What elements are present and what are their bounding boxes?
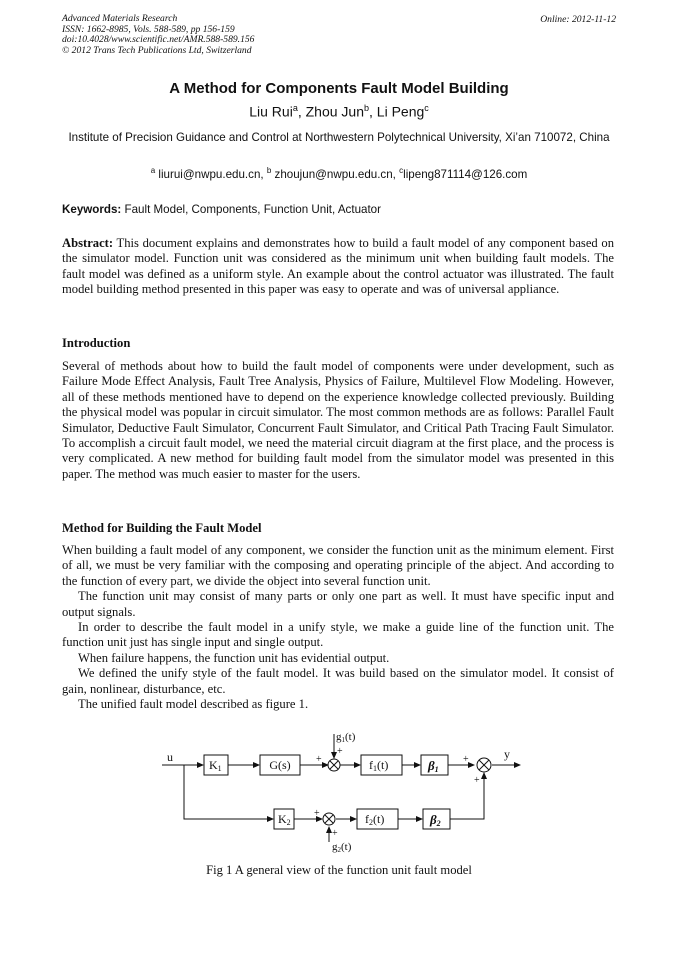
g1-sub: 1 [341, 736, 345, 744]
plus-sign: + [332, 828, 338, 839]
plus-sign: + [463, 754, 469, 765]
method-paragraph: The function unit may consist of many parts or only one part as well. It must have specific input and output signals. [62, 589, 614, 619]
doi-link[interactable]: doi:10.4028/www.scientific.net/AMR.588-589.156 [62, 34, 255, 46]
fault-model-diagram [150, 730, 530, 855]
affiliation: Institute of Precision Guidance and Control at Northwestern Polytechnical University, Xi’an 710072, China [68, 131, 610, 144]
g1-text: g [336, 731, 342, 743]
intro-heading: Introduction [62, 336, 131, 350]
input-label: u [167, 750, 173, 764]
issn-line: ISSN: 1662-8985, Vols. 588-589, pp 156-159 [62, 23, 235, 35]
g2-sub: 2 [337, 846, 341, 854]
k2-label [278, 812, 291, 827]
f1-arg: (t) [377, 758, 389, 772]
f2-text: f [365, 812, 369, 826]
k1-label [209, 758, 222, 773]
author-name: Liu Rui [249, 103, 293, 120]
email-link[interactable]: liurui@nwpu.edu.cn, [158, 167, 264, 181]
copyright-line: © 2012 Trans Tech Publications Ltd, Switzerland [62, 44, 252, 56]
author-name: Li Peng [376, 103, 425, 120]
f2-arg: (t) [373, 812, 385, 826]
plus-sign: + [337, 746, 343, 757]
k2-text: K [278, 812, 287, 826]
method-paragraph: We defined the unify style of the fault model. It was build based on the simulator model. It consist of gain, nonlinear, disturbance, etc. [62, 666, 614, 696]
beta1-label [427, 758, 439, 774]
abstract-label: Abstract: [62, 236, 114, 250]
beta1-text: β [428, 758, 435, 773]
author-sup: b [363, 103, 369, 113]
plus-sign: + [474, 775, 480, 786]
f1-sub: 1 [373, 764, 377, 773]
journal-name: Advanced Materials Research [62, 13, 178, 24]
email-link[interactable]: lipeng871114@126.com [403, 167, 528, 181]
g1-arg: (t) [345, 731, 356, 743]
g2-text: g [332, 841, 338, 853]
gs-label: G(s) [269, 758, 291, 772]
plus-sign: + [314, 808, 320, 819]
figure-caption: Fig 1 A general view of the function unit fault model [206, 863, 472, 877]
f1-text: f [369, 758, 373, 772]
k1-sub: 1 [217, 764, 222, 773]
method-paragraph: When failure happens, the function unit has evidential output. [78, 650, 390, 665]
abstract [62, 236, 614, 298]
method-body [62, 543, 614, 712]
author-list: Liu Rui$^a$, Zhou Jun$^b$, Li Peng$^c$ [249, 103, 429, 120]
f2-label [365, 812, 384, 827]
keywords [62, 203, 616, 216]
f1-label [369, 758, 388, 773]
intro-text: Several of methods about how to build the fault model of components were under development, such as Failure Mode Effect Analysis, Fault Tree Analysis, Physics of Failure, Multilevel Flow Modeling. However, all of these methods mentioned have to depend on the experience knowledge collected previously. Building the physical model was popular in circuit simulator. The most common methods are as follows: Parallel Fault Simulator, Deductive Fault Simulator, Concurrent Fault Simulator, and Critical Path Tracing Fault Simulator. To accomplish a circuit fault model, we need the material circuit diagram at the first place, and the process is very complicated. A new method for building fault model from the simulator model was presented in this paper. The method was much easier to master for the users. [62, 359, 614, 481]
abstract-text: This document explains and demonstrates how to build a fault model of any component based on the simulator model. Function unit was considered as the minimum unit when building fault models. The fault model was defined as a uniform style. An example about the control actuator was illustrated. The fault model building method presented in this paper was easy to operate and was of universal appliance. [62, 236, 614, 297]
journal-header [62, 14, 254, 56]
g2-label [332, 841, 352, 854]
beta2-sub: 2 [436, 819, 441, 828]
f2-sub: 2 [369, 818, 373, 827]
k1-text: K [209, 758, 218, 772]
email-list [0, 166, 678, 181]
email-link[interactable]: zhoujun@nwpu.edu.cn, [274, 167, 396, 181]
beta1-sub: 1 [434, 765, 439, 774]
email-sup: c [399, 166, 404, 175]
email-sup: b [266, 166, 272, 175]
beta2-label [429, 812, 441, 828]
g1-label [336, 731, 356, 744]
keywords-text: Fault Model, Components, Function Unit, Actuator [124, 203, 381, 216]
output-label: y [504, 747, 510, 761]
email-sup: a [150, 166, 156, 175]
method-paragraph: When building a fault model of any component, we consider the function unit as the minimum element. First of all, we must be very familiar with the composing and operating principle of the abject. And according to the function of every part, we divide the object into several function unit. [62, 543, 614, 588]
k2-sub: 2 [286, 818, 291, 827]
author-sup: a [292, 103, 298, 113]
plus-sign: + [316, 754, 322, 765]
method-paragraph: In order to describe the fault model in a unify style, we make a guide line of the function unit. The function unit just has single input and single output. [62, 620, 614, 650]
paper-title: A Method for Components Fault Model Building [169, 80, 509, 97]
keywords-label: Keywords: [62, 203, 122, 216]
g2-arg: (t) [341, 841, 352, 853]
author-name: Zhou Jun [305, 103, 364, 120]
online-date: Online: 2012-11-12 [540, 14, 616, 25]
author-sup: c [424, 103, 429, 113]
method-heading: Method for Building the Fault Model [62, 521, 262, 535]
method-paragraph: The unified fault model described as figure 1. [78, 697, 309, 712]
beta2-text: β [430, 812, 437, 827]
